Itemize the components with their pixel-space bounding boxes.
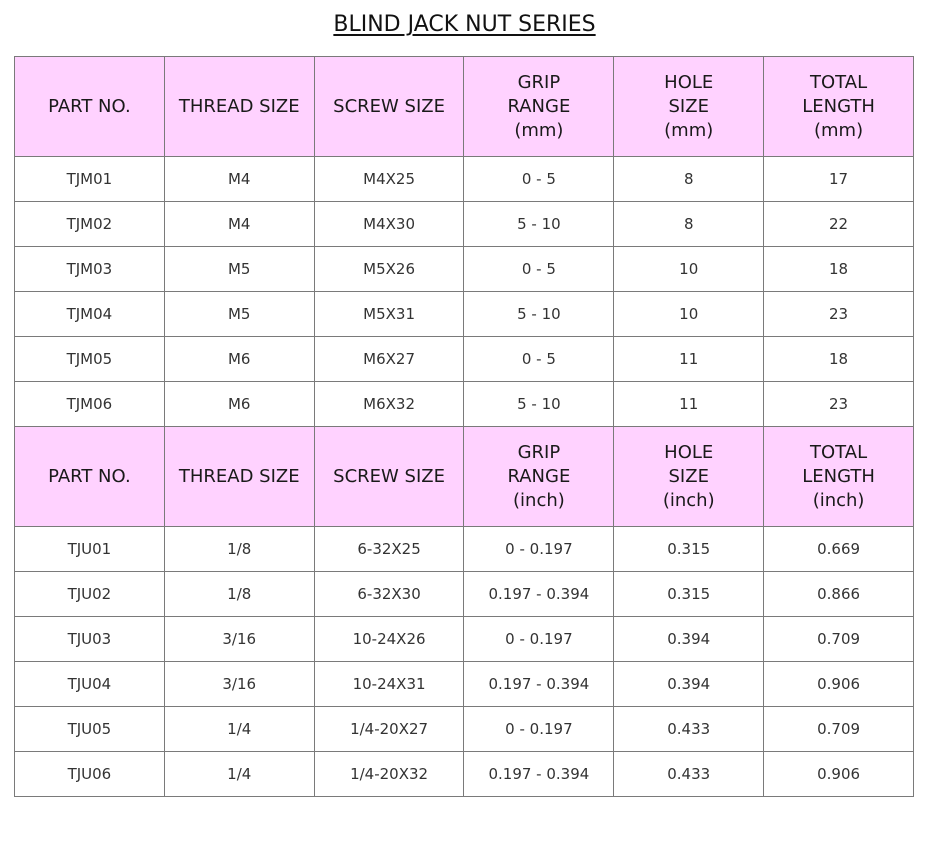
cell-part-no: TJM02 — [15, 202, 165, 247]
cell-total-length: 17 — [764, 157, 914, 202]
cell-screw-size: 6-32X30 — [314, 572, 464, 617]
table-row — [15, 382, 914, 427]
blind-jack-nut-table — [14, 56, 914, 797]
header-label-line: PART NO. — [48, 95, 131, 117]
cell-screw-size: 10-24X26 — [314, 617, 464, 662]
cell-hole-size: 0.433 — [614, 707, 764, 752]
cell-hole-size: 0.394 — [614, 617, 764, 662]
cell-hole-size: 0.315 — [614, 572, 764, 617]
cell-part-no: TJU04 — [15, 662, 165, 707]
cell-part-no: TJU05 — [15, 707, 165, 752]
cell-thread-size: 1/8 — [164, 527, 314, 572]
header-label-line: THREAD SIZE — [178, 465, 300, 487]
cell-part-no: TJM06 — [15, 382, 165, 427]
cell-thread-size: M5 — [164, 292, 314, 337]
cell-grip-range: 5 - 10 — [464, 382, 614, 427]
cell-grip-range: 0 - 5 — [464, 337, 614, 382]
cell-grip-range: 0 - 0.197 — [464, 707, 614, 752]
header-label-line: RANGE — [507, 465, 571, 487]
metric-header-hole-size — [614, 57, 764, 157]
cell-thread-size: 1/4 — [164, 707, 314, 752]
imperial-header-row — [15, 427, 914, 527]
cell-screw-size: M5X26 — [314, 247, 464, 292]
cell-thread-size: M6 — [164, 337, 314, 382]
cell-screw-size: M4X30 — [314, 202, 464, 247]
header-label-line: TOTAL — [810, 71, 868, 93]
cell-total-length: 0.906 — [764, 662, 914, 707]
cell-part-no: TJU01 — [15, 527, 165, 572]
table-row — [15, 527, 914, 572]
cell-screw-size: 1/4-20X27 — [314, 707, 464, 752]
table-row — [15, 707, 914, 752]
table-row — [15, 572, 914, 617]
header-label-line: (inch) — [662, 489, 715, 511]
cell-total-length: 0.906 — [764, 752, 914, 797]
cell-hole-size: 0.394 — [614, 662, 764, 707]
cell-grip-range: 0 - 5 — [464, 157, 614, 202]
cell-part-no: TJU03 — [15, 617, 165, 662]
table-row — [15, 617, 914, 662]
header-label-line: GRIP — [517, 71, 561, 93]
header-label-line: RANGE — [507, 95, 571, 117]
cell-screw-size: M6X27 — [314, 337, 464, 382]
cell-total-length: 22 — [764, 202, 914, 247]
metric-header-row — [15, 57, 914, 157]
cell-screw-size: M6X32 — [314, 382, 464, 427]
cell-hole-size: 11 — [614, 382, 764, 427]
cell-grip-range: 0 - 5 — [464, 247, 614, 292]
cell-grip-range: 0.197 - 0.394 — [464, 662, 614, 707]
metric-header-total-length — [764, 57, 914, 157]
header-label-line: (inch) — [812, 489, 865, 511]
header-label-line: HOLE — [664, 71, 714, 93]
table-row — [15, 662, 914, 707]
metric-header-thread-size — [164, 57, 314, 157]
table-body — [15, 57, 914, 797]
cell-grip-range: 0 - 0.197 — [464, 527, 614, 572]
header-label-line: TOTAL — [810, 441, 868, 463]
header-label-line: LENGTH — [802, 95, 875, 117]
cell-screw-size: M4X25 — [314, 157, 464, 202]
cell-screw-size: M5X31 — [314, 292, 464, 337]
cell-total-length: 0.709 — [764, 707, 914, 752]
cell-thread-size: 3/16 — [164, 617, 314, 662]
cell-grip-range: 5 - 10 — [464, 202, 614, 247]
cell-hole-size: 10 — [614, 247, 764, 292]
cell-part-no: TJM01 — [15, 157, 165, 202]
cell-hole-size: 8 — [614, 202, 764, 247]
cell-total-length: 18 — [764, 337, 914, 382]
cell-grip-range: 0.197 - 0.394 — [464, 752, 614, 797]
cell-thread-size: M6 — [164, 382, 314, 427]
cell-total-length: 0.866 — [764, 572, 914, 617]
cell-screw-size: 1/4-20X32 — [314, 752, 464, 797]
cell-grip-range: 0 - 0.197 — [464, 617, 614, 662]
cell-thread-size: M4 — [164, 157, 314, 202]
header-label-line: SCREW SIZE — [333, 465, 445, 487]
cell-part-no: TJU02 — [15, 572, 165, 617]
cell-total-length: 0.709 — [764, 617, 914, 662]
cell-part-no: TJM04 — [15, 292, 165, 337]
cell-part-no: TJM05 — [15, 337, 165, 382]
table-row — [15, 752, 914, 797]
header-label-line: GRIP — [517, 441, 561, 463]
header-label-line: HOLE — [664, 441, 714, 463]
header-label-line: SCREW SIZE — [333, 95, 445, 117]
metric-header-part-no — [15, 57, 165, 157]
cell-hole-size: 0.433 — [614, 752, 764, 797]
cell-grip-range: 0.197 - 0.394 — [464, 572, 614, 617]
cell-screw-size: 6-32X25 — [314, 527, 464, 572]
header-label-line: (mm) — [664, 119, 714, 141]
header-label-line: (inch) — [513, 489, 565, 511]
cell-part-no: TJM03 — [15, 247, 165, 292]
imperial-header-hole-size — [614, 427, 764, 527]
cell-thread-size: 3/16 — [164, 662, 314, 707]
table-row — [15, 157, 914, 202]
metric-header-screw-size — [314, 57, 464, 157]
imperial-header-thread-size — [164, 427, 314, 527]
cell-hole-size: 0.315 — [614, 527, 764, 572]
cell-thread-size: M5 — [164, 247, 314, 292]
table-row — [15, 247, 914, 292]
cell-thread-size: 1/8 — [164, 572, 314, 617]
cell-hole-size: 11 — [614, 337, 764, 382]
table-row — [15, 202, 914, 247]
imperial-header-grip-range — [464, 427, 614, 527]
imperial-header-part-no — [15, 427, 165, 527]
header-label-line: (mm) — [514, 119, 564, 141]
cell-total-length: 18 — [764, 247, 914, 292]
imperial-header-screw-size — [314, 427, 464, 527]
cell-screw-size: 10-24X31 — [314, 662, 464, 707]
cell-total-length: 0.669 — [764, 527, 914, 572]
page-title: BLIND JACK NUT SERIES — [333, 12, 596, 37]
header-label-line: LENGTH — [802, 465, 875, 487]
header-label-line: (mm) — [814, 119, 864, 141]
cell-total-length: 23 — [764, 292, 914, 337]
header-label-line: PART NO. — [48, 465, 131, 487]
header-label-line: THREAD SIZE — [178, 95, 300, 117]
table-row — [15, 337, 914, 382]
cell-part-no: TJU06 — [15, 752, 165, 797]
cell-thread-size: M4 — [164, 202, 314, 247]
imperial-header-total-length — [764, 427, 914, 527]
table-row — [15, 292, 914, 337]
cell-hole-size: 8 — [614, 157, 764, 202]
cell-hole-size: 10 — [614, 292, 764, 337]
cell-grip-range: 5 - 10 — [464, 292, 614, 337]
header-label-line: SIZE — [668, 95, 709, 117]
cell-total-length: 23 — [764, 382, 914, 427]
cell-thread-size: 1/4 — [164, 752, 314, 797]
header-label-line: SIZE — [668, 465, 709, 487]
metric-header-grip-range — [464, 57, 614, 157]
